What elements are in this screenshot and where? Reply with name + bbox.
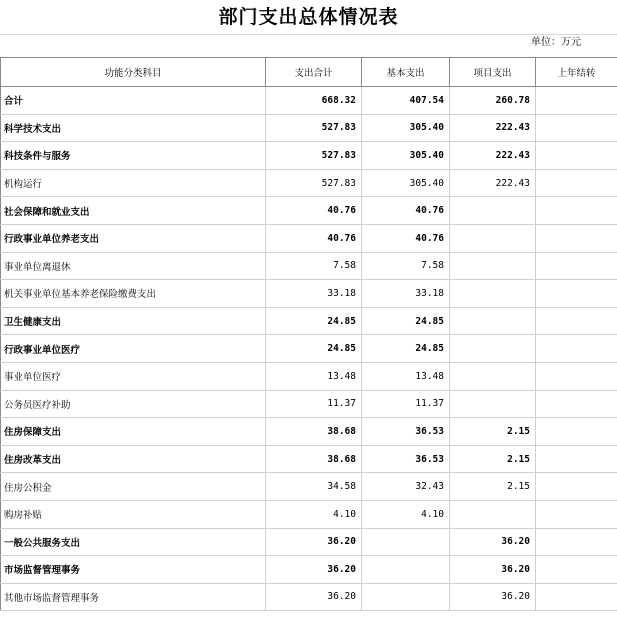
header-basic[interactable]: 基本支出 [362, 58, 450, 87]
header-carryover[interactable]: 上年结转 [536, 58, 617, 87]
total-cell[interactable]: 527.83 [266, 114, 362, 142]
table-row [1, 445, 617, 473]
project-cell[interactable] [450, 224, 536, 252]
page-title: 部门支出总体情况表 [218, 6, 399, 28]
row-name-cell[interactable]: 卫生健康支出 [1, 307, 266, 335]
basic-cell[interactable] [362, 556, 450, 584]
table-row [1, 280, 617, 308]
carryover-cell[interactable] [536, 362, 617, 390]
project-cell[interactable] [450, 390, 536, 418]
divider [0, 34, 617, 35]
total-cell[interactable]: 4.10 [266, 500, 362, 528]
table-row [1, 252, 617, 280]
table-row [1, 169, 617, 197]
total-cell[interactable]: 38.68 [266, 445, 362, 473]
row-name-cell[interactable]: 事业单位医疗 [1, 362, 266, 390]
basic-cell[interactable]: 24.85 [362, 335, 450, 363]
row-name-cell[interactable]: 科学技术支出 [1, 114, 266, 142]
total-cell[interactable]: 11.37 [266, 390, 362, 418]
row-name-cell[interactable]: 行政事业单位养老支出 [1, 224, 266, 252]
carryover-cell[interactable] [536, 169, 617, 197]
carryover-cell[interactable] [536, 224, 617, 252]
carryover-cell[interactable] [536, 252, 617, 280]
basic-cell[interactable]: 36.53 [362, 418, 450, 446]
table-row [1, 307, 617, 335]
table-row [1, 224, 617, 252]
carryover-cell[interactable] [536, 500, 617, 528]
row-name-cell[interactable]: 行政事业单位医疗 [1, 335, 266, 363]
basic-cell[interactable]: 4.10 [362, 500, 450, 528]
carryover-cell[interactable] [536, 556, 617, 584]
total-cell[interactable]: 33.18 [266, 280, 362, 308]
table-body [1, 87, 617, 611]
row-name-cell[interactable]: 市场监督管理事务 [1, 556, 266, 584]
table-row [1, 362, 617, 390]
table-row [1, 390, 617, 418]
basic-cell[interactable]: 32.43 [362, 473, 450, 501]
carryover-cell[interactable] [536, 583, 617, 611]
row-name-cell[interactable]: 住房公积金 [1, 473, 266, 501]
project-cell[interactable] [450, 335, 536, 363]
basic-cell[interactable]: 40.76 [362, 197, 450, 225]
project-cell[interactable]: 36.20 [450, 528, 536, 556]
total-cell[interactable]: 40.76 [266, 224, 362, 252]
total-cell[interactable]: 34.58 [266, 473, 362, 501]
carryover-cell[interactable] [536, 307, 617, 335]
row-name-cell[interactable]: 合计 [1, 87, 266, 115]
total-cell[interactable]: 668.32 [266, 87, 362, 115]
basic-cell[interactable]: 7.58 [362, 252, 450, 280]
carryover-cell[interactable] [536, 390, 617, 418]
row-name-cell[interactable]: 住房改革支出 [1, 445, 266, 473]
table-row [1, 418, 617, 446]
carryover-cell[interactable] [536, 142, 617, 170]
total-cell[interactable]: 24.85 [266, 335, 362, 363]
total-cell[interactable]: 24.85 [266, 307, 362, 335]
project-cell[interactable] [450, 197, 536, 225]
table-row [1, 142, 617, 170]
carryover-cell[interactable] [536, 335, 617, 363]
total-cell[interactable]: 36.20 [266, 583, 362, 611]
basic-cell[interactable]: 33.18 [362, 280, 450, 308]
carryover-cell[interactable] [536, 445, 617, 473]
basic-cell[interactable]: 40.76 [362, 224, 450, 252]
total-cell[interactable]: 38.68 [266, 418, 362, 446]
basic-cell[interactable]: 24.85 [362, 307, 450, 335]
carryover-cell[interactable] [536, 418, 617, 446]
project-cell[interactable]: 260.78 [450, 87, 536, 115]
project-cell[interactable]: 36.20 [450, 583, 536, 611]
row-name-cell[interactable]: 一般公共服务支出 [1, 528, 266, 556]
row-name-cell[interactable]: 机构运行 [1, 169, 266, 197]
row-name-cell[interactable]: 其他市场监督管理事务 [1, 583, 266, 611]
total-cell[interactable]: 527.83 [266, 169, 362, 197]
row-name-cell[interactable]: 机关事业单位基本养老保险缴费支出 [1, 280, 266, 308]
basic-cell[interactable]: 11.37 [362, 390, 450, 418]
total-cell[interactable]: 36.20 [266, 528, 362, 556]
basic-cell[interactable] [362, 583, 450, 611]
total-cell[interactable]: 13.48 [266, 362, 362, 390]
project-cell[interactable] [450, 252, 536, 280]
carryover-cell[interactable] [536, 87, 617, 115]
carryover-cell[interactable] [536, 528, 617, 556]
row-name-cell[interactable]: 购房补贴 [1, 500, 266, 528]
carryover-cell[interactable] [536, 473, 617, 501]
unit-label: 单位：万元 [531, 37, 581, 48]
basic-cell[interactable]: 13.48 [362, 362, 450, 390]
row-name-cell[interactable]: 社会保障和就业支出 [1, 197, 266, 225]
table-row [1, 473, 617, 501]
project-cell[interactable]: 222.43 [450, 114, 536, 142]
table-row [1, 335, 617, 363]
project-cell[interactable] [450, 280, 536, 308]
project-cell[interactable]: 222.43 [450, 142, 536, 170]
table-row [1, 197, 617, 225]
carryover-cell[interactable] [536, 114, 617, 142]
project-cell[interactable] [450, 500, 536, 528]
header-project[interactable]: 项目支出 [450, 58, 536, 87]
project-cell[interactable]: 222.43 [450, 169, 536, 197]
project-cell[interactable]: 36.20 [450, 556, 536, 584]
table-row [1, 583, 617, 611]
table-header-row [1, 58, 617, 87]
basic-cell[interactable]: 407.54 [362, 87, 450, 115]
total-cell[interactable]: 527.83 [266, 142, 362, 170]
table-row [1, 528, 617, 556]
basic-cell[interactable] [362, 528, 450, 556]
carryover-cell[interactable] [536, 280, 617, 308]
basic-cell[interactable]: 36.53 [362, 445, 450, 473]
project-cell[interactable]: 2.15 [450, 418, 536, 446]
basic-cell[interactable]: 305.40 [362, 142, 450, 170]
project-cell[interactable]: 2.15 [450, 445, 536, 473]
total-cell[interactable]: 36.20 [266, 556, 362, 584]
expenditure-table [0, 57, 617, 611]
total-cell[interactable]: 7.58 [266, 252, 362, 280]
project-cell[interactable] [450, 362, 536, 390]
row-name-cell[interactable]: 科技条件与服务 [1, 142, 266, 170]
basic-cell[interactable]: 305.40 [362, 114, 450, 142]
table-row [1, 500, 617, 528]
row-name-cell[interactable]: 住房保障支出 [1, 418, 266, 446]
project-cell[interactable]: 2.15 [450, 473, 536, 501]
table-row [1, 114, 617, 142]
project-cell[interactable] [450, 307, 536, 335]
header-category[interactable]: 功能分类科目 [1, 58, 266, 87]
table-row [1, 556, 617, 584]
total-cell[interactable]: 40.76 [266, 197, 362, 225]
table-row [1, 87, 617, 115]
basic-cell[interactable]: 305.40 [362, 169, 450, 197]
header-total[interactable]: 支出合计 [266, 58, 362, 87]
row-name-cell[interactable]: 公务员医疗补助 [1, 390, 266, 418]
row-name-cell[interactable]: 事业单位离退休 [1, 252, 266, 280]
carryover-cell[interactable] [536, 197, 617, 225]
